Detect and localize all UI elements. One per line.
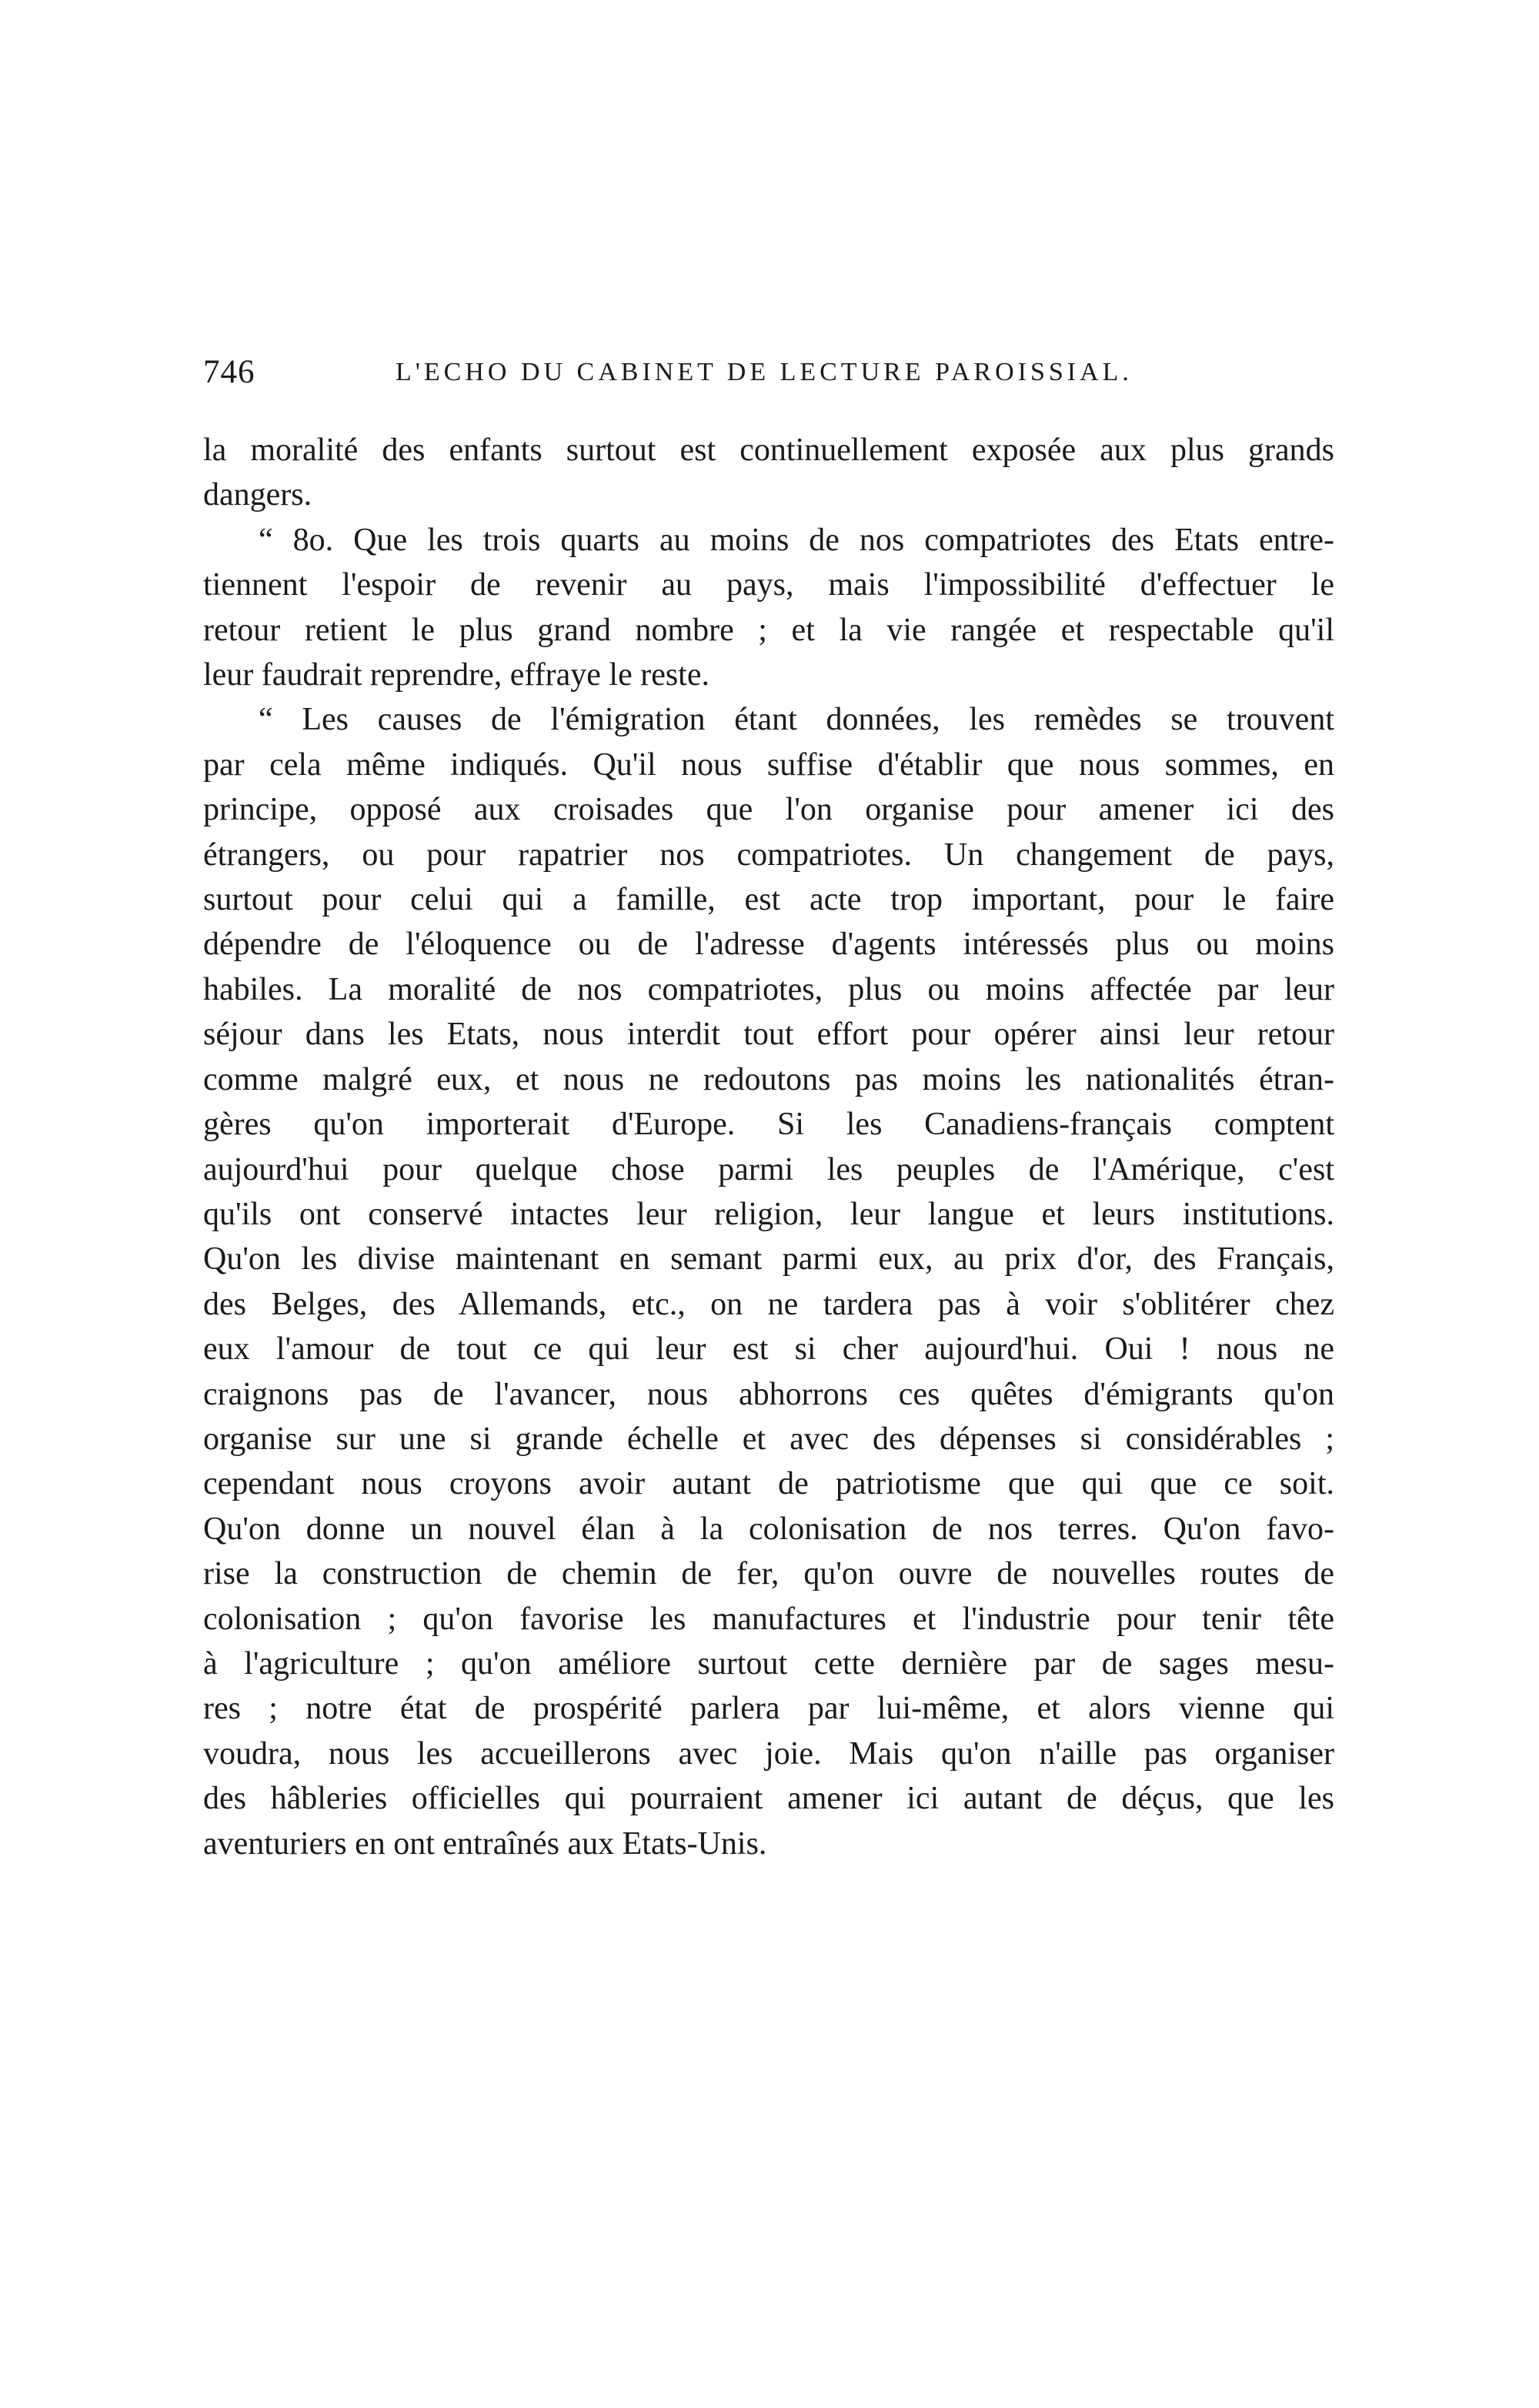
text-line: des hâbleries officielles qui pourraient amener ici autant de déçus, que les — [203, 1781, 1334, 1817]
text-line: Qu'on donne un nouvel élan à la colonisation de nos terres. Qu'on favo- — [203, 1511, 1334, 1547]
text-line: craignons pas de l'avancer, nous abhorrons ces quêtes d'émigrants qu'on — [203, 1376, 1334, 1412]
text-line: séjour dans les Etats, nous interdit tout effort pour opérer ainsi leur retour — [203, 1017, 1334, 1053]
text-line: colonisation ; qu'on favorise les manufactures et l'industrie pour tenir tête — [203, 1601, 1334, 1637]
text-line: rise la construction de chemin de fer, qu'on ouvre de nouvelles routes de — [203, 1556, 1334, 1592]
text-line: à l'agriculture ; qu'on améliore surtout cette dernière par de sages mesu- — [203, 1645, 1334, 1682]
text-line: eux l'amour de tout ce qui leur est si cher aujourd'hui. Oui ! nous ne — [203, 1331, 1334, 1368]
text-line: Qu'on les divise maintenant en semant parmi eux, au prix d'or, des Français, — [203, 1241, 1334, 1277]
text-line: habiles. La moralité de nos compatriotes, plus ou moins affectée par leur — [203, 971, 1334, 1007]
paragraph-start-line: “ Les causes de l'émigration étant données, les remèdes se trouvent — [259, 702, 1334, 738]
text-line: retour retient le plus grand nombre ; et la vie rangée et respectable qu'il — [203, 612, 1334, 648]
text-line: leur faudrait reprendre, effraye le reste. — [203, 657, 709, 693]
text-line: qu'ils ont conservé intactes leur religion, leur langue et leurs institutions. — [203, 1196, 1334, 1232]
text-line: principe, opposé aux croisades que l'on organise pour amener ici des — [203, 792, 1334, 828]
text-line: étrangers, ou pour rapatrier nos compatriotes. Un changement de pays, — [203, 837, 1334, 873]
running-title: L'ECHO DU CABINET DE LECTURE PAROISSIAL. — [396, 358, 1133, 386]
text-line: la moralité des enfants surtout est continuellement exposée aux plus grands — [203, 433, 1334, 468]
text-line: tiennent l'espoir de revenir au pays, mais l'impossibilité d'effectuer le — [203, 567, 1334, 603]
article-body — [203, 428, 1334, 1866]
text-line: aventuriers en ont entraînés aux Etats-Unis. — [203, 1825, 767, 1862]
text-line: dangers. — [203, 477, 312, 513]
text-line: surtout pour celui qui a famille, est acte trop important, pour le faire — [203, 882, 1334, 918]
text-line: par cela même indiqués. Qu'il nous suffise d'établir que nous sommes, en — [203, 746, 1334, 783]
page-header — [203, 348, 1342, 397]
text-line: dépendre de l'éloquence ou de l'adresse d'agents intéressés plus ou moins — [203, 927, 1334, 963]
text-line: gères qu'on importerait d'Europe. Si les Canadiens-français comptent — [203, 1107, 1334, 1143]
text-line: des Belges, des Allemands, etc., on ne tardera pas à voir s'oblitérer chez — [203, 1286, 1334, 1322]
text-line: organise sur une si grande échelle et avec des dépenses si considérables ; — [203, 1421, 1334, 1457]
text-line: aujourd'hui pour quelque chose parmi les peuples de l'Amérique, c'est — [203, 1151, 1334, 1187]
text-line: voudra, nous les accueillerons avec joie. Mais qu'on n'aille pas organiser — [203, 1735, 1334, 1772]
text-line: cependant nous croyons avoir autant de patriotisme que qui que ce soit. — [203, 1466, 1334, 1502]
paragraph-start-line: “ 8o. Que les trois quarts au moins de nos compatriotes des Etats entre- — [259, 522, 1334, 558]
text-line: res ; notre état de prospérité parlera par lui-même, et alors vienne qui — [203, 1691, 1334, 1727]
text-line: comme malgré eux, et nous ne redoutons pas moins les nationalités étran- — [203, 1061, 1334, 1097]
page-number: 746 — [203, 354, 255, 390]
